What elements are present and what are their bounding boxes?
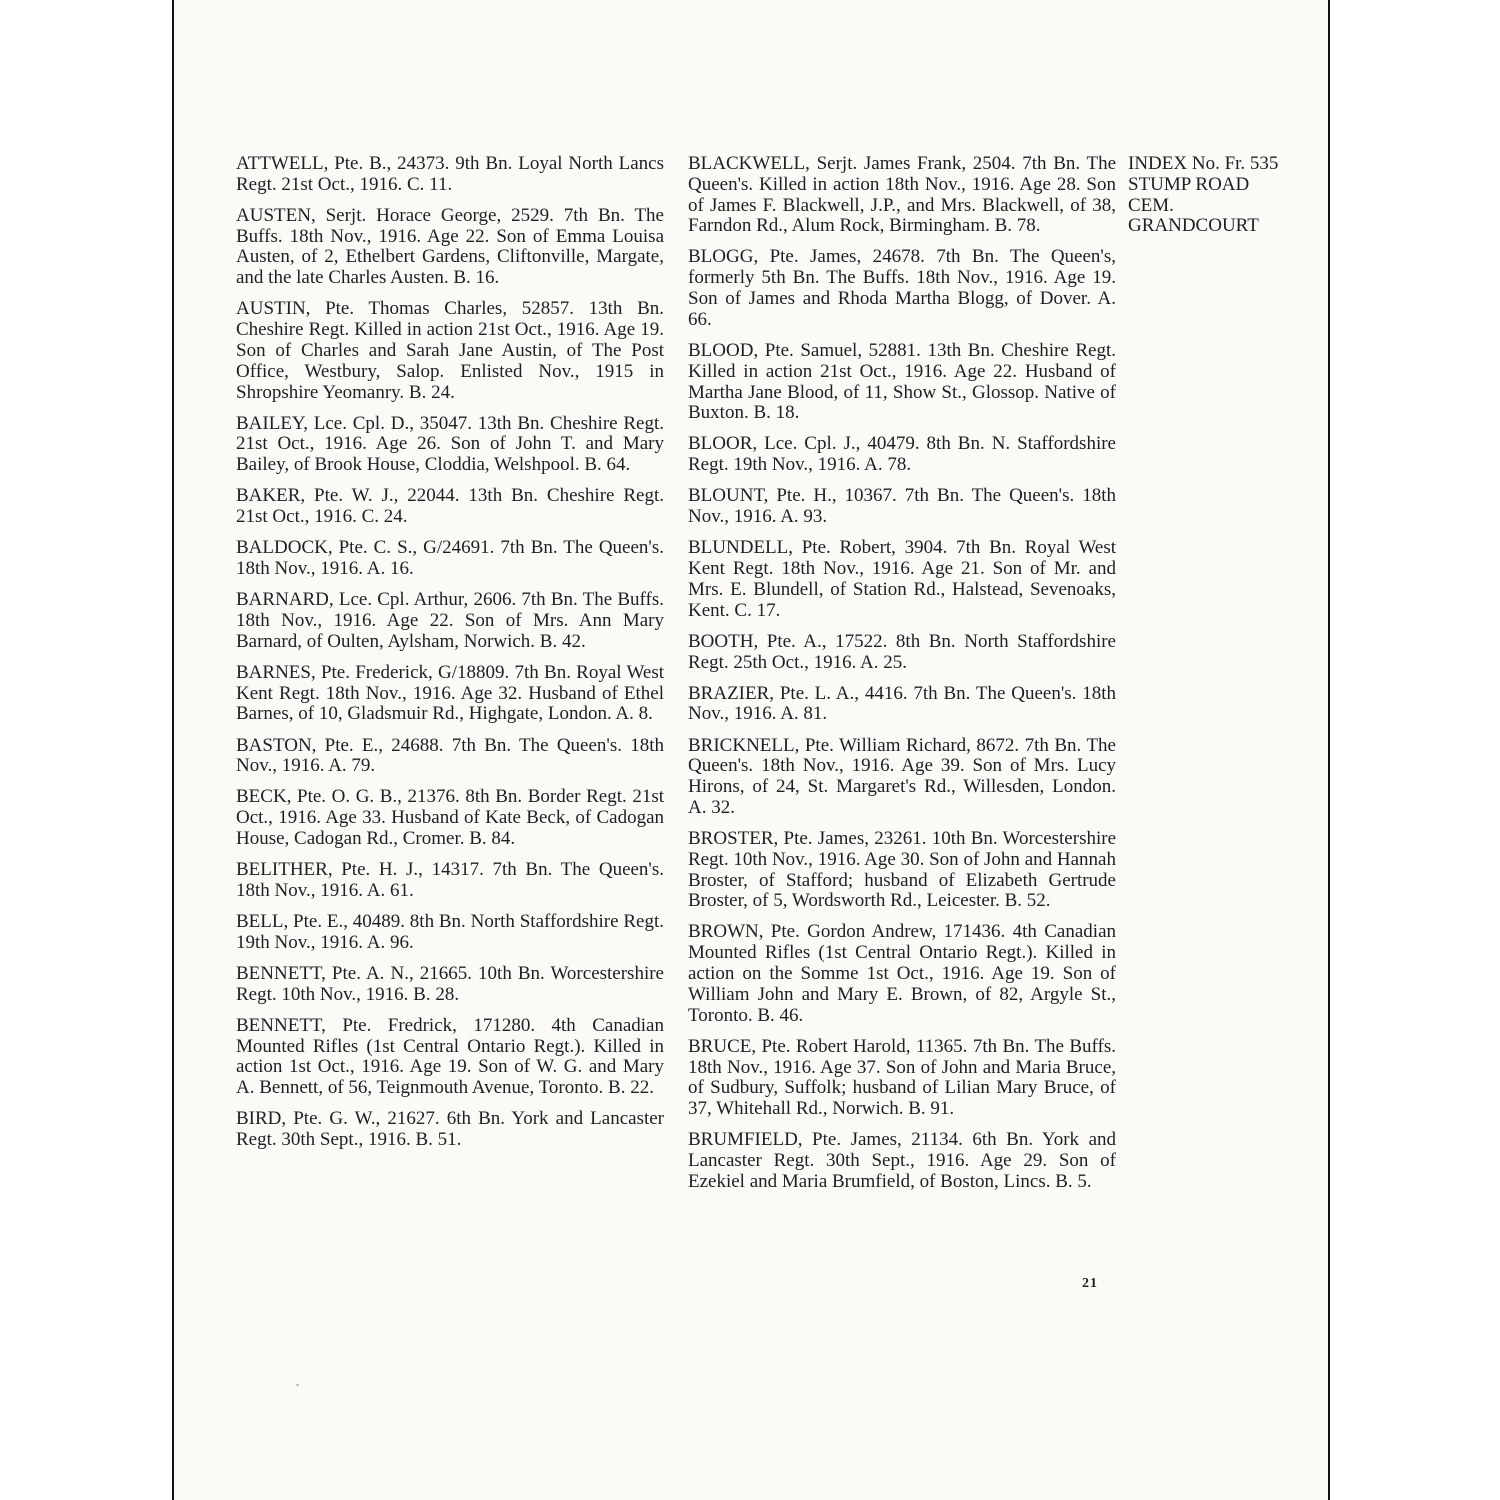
register-entry: BELITHER, Pte. H. J., 14317. 7th Bn. The Queen's. 18th Nov., 1916. A. 61. — [236, 859, 664, 901]
register-entry: BLACKWELL, Serjt. James Frank, 2504. 7th Bn. The Queen's. Killed in action 18th Nov., 1916. Age 28. Son of James F. Blackwell, J.P., and Mrs. Blackwell, of 38, Farndon Rd., Alum Rock, Birmingham. B. 78. — [688, 153, 1116, 237]
register-entry: BROSTER, Pte. James, 23261. 10th Bn. Worcestershire Regt. 10th Nov., 1916. Age 30. Son of John and Hannah Broster, of Stafford; husband of Elizabeth Gertrude Broster, of 5, Wordsworth Rd., Leicester. B. 52. — [688, 827, 1116, 912]
cemetery-index — [1128, 154, 1324, 237]
register-entry: BLOGG, Pte. James, 24678. 7th Bn. The Queen's, formerly 5th Bn. The Buffs. 18th Nov., 1916. Age 19. Son of James and Rhoda Martha Blogg, of Dover. A. 66. — [688, 246, 1116, 330]
register-entry: BRAZIER, Pte. L. A., 4416. 7th Bn. The Queen's. 18th Nov., 1916. A. 81. — [688, 682, 1116, 725]
cemetery-location: GRANDCOURT — [1128, 215, 1259, 237]
register-entry: AUSTEN, Serjt. Horace George, 2529. 7th Bn. The Buffs. 18th Nov., 1916. Age 22. Son of Emma Louisa Austen, of 2, Ethelbert Gardens, Cliftonville, Margate, and the late Charles Austen. B. 16. — [236, 204, 664, 289]
cemetery-name: STUMP ROAD — [1128, 173, 1250, 195]
register-entry: BARNES, Pte. Frederick, G/18809. 7th Bn. Royal West Kent Regt. 18th Nov., 1916. Age 32. Husband of Ethel Barnes, of 10, Gladsmuir Rd., Highgate, London. A. 8. — [236, 661, 664, 725]
register-entry: BRUMFIELD, Pte. James, 21134. 6th Bn. York and Lancaster Regt. 30th Sept., 1916. Age 29. Son of Ezekiel and Maria Brumfield, of Boston, Lincs. B. 5. — [688, 1129, 1116, 1192]
register-entry: BLOUNT, Pte. H., 10367. 7th Bn. The Queen's. 18th Nov., 1916. A. 93. — [688, 485, 1116, 528]
register-entry: BOOTH, Pte. A., 17522. 8th Bn. North Staffordshire Regt. 25th Oct., 1916. A. 25. — [688, 630, 1116, 673]
page-number: 21 — [1082, 1276, 1098, 1291]
register-entry: BECK, Pte. O. G. B., 21376. 8th Bn. Border Regt. 21st Oct., 1916. Age 33. Husband of Kate Beck, of Cadogan House, Cadogan Rd., Cromer. B. 84. — [236, 786, 664, 849]
register-entry: BENNETT, Pte. A. N., 21665. 10th Bn. Worcestershire Regt. 10th Nov., 1916. B. 28. — [236, 962, 664, 1005]
paper-speck — [296, 1384, 299, 1386]
register-entry: AUSTIN, Pte. Thomas Charles, 52857. 13th Bn. Cheshire Regt. Killed in action 21st Oct., 1916. Age 19. Son of Charles and Sarah Jane Austin, of The Post Office, Westbury, Salop. Enlisted Nov., 1915 in Shropshire Yeomanry. B. 24. — [236, 298, 664, 403]
cemetery-abbrev: CEM. — [1128, 194, 1174, 216]
register-entry: BASTON, Pte. E., 24688. 7th Bn. The Queen's. 18th Nov., 1916. A. 79. — [236, 734, 664, 777]
index-number: INDEX No. Fr. 535 — [1128, 153, 1279, 174]
register-entry: BRICKNELL, Pte. William Richard, 8672. 7th Bn. The Queen's. 18th Nov., 1916. Age 39. Son of Mrs. Lucy Hirons, of 24, St. Margaret's Rd., Willesden, London. A. 32. — [688, 734, 1116, 818]
register-entry: ATTWELL, Pte. B., 24373. 9th Bn. Loyal North Lancs Regt. 21st Oct., 1916. C. 11. — [236, 153, 664, 195]
register-entry: BALDOCK, Pte. C. S., G/24691. 7th Bn. The Queen's. 18th Nov., 1916. A. 16. — [236, 537, 664, 580]
register-entry: BLOOD, Pte. Samuel, 52881. 13th Bn. Cheshire Regt. Killed in action 21st Oct., 1916. Age 22. Husband of Martha Jane Blood, of 11, Show St., Glossop. Native of Buxton. B. 18. — [688, 339, 1116, 424]
register-entry: BLOOR, Lce. Cpl. J., 40479. 8th Bn. N. Staffordshire Regt. 19th Nov., 1916. A. 78. — [688, 433, 1116, 476]
register-entry: BLUNDELL, Pte. Robert, 3904. 7th Bn. Royal West Kent Regt. 18th Nov., 1916. Age 21. Son of Mr. and Mrs. E. Blundell, of Station Rd., Halstead, Sevenoaks, Kent. C. 17. — [688, 537, 1116, 621]
register-entry: BIRD, Pte. G. W., 21627. 6th Bn. York and Lancaster Regt. 30th Sept., 1916. B. 51. — [236, 1108, 664, 1151]
register-entry: BARNARD, Lce. Cpl. Arthur, 2606. 7th Bn. The Buffs. 18th Nov., 1916. Age 22. Son of Mrs. Ann Mary Barnard, of Oulten, Aylsham, Norwich. B. 42. — [236, 589, 664, 652]
register-entry: BAILEY, Lce. Cpl. D., 35047. 13th Bn. Cheshire Regt. 21st Oct., 1916. Age 26. Son of John T. and Mary Bailey, of Brook House, Cloddia, Welshpool. B. 64. — [236, 412, 664, 476]
register-entry: BRUCE, Pte. Robert Harold, 11365. 7th Bn. The Buffs. 18th Nov., 1916. Age 37. Son of John and Maria Bruce, of Sudbury, Suffolk; husband of Lilian Mary Bruce, of 37, Whitehall Rd., Norwich. B. 91. — [688, 1035, 1116, 1120]
left-column — [236, 154, 664, 1161]
register-entry: BAKER, Pte. W. J., 22044. 13th Bn. Cheshire Regt. 21st Oct., 1916. C. 24. — [236, 485, 664, 528]
register-page — [172, 0, 1330, 1500]
register-entry: BENNETT, Pte. Fredrick, 171280. 4th Canadian Mounted Rifles (1st Central Ontario Regt.). Killed in action 1st Oct., 1916. Age 19. Son of W. G. and Mary A. Bennett, of 56, Teignmouth Avenue, Toronto. B. 22. — [236, 1014, 664, 1099]
register-entry: BELL, Pte. E., 40489. 8th Bn. North Staffordshire Regt. 19th Nov., 1916. A. 96. — [236, 910, 664, 953]
register-entry: BROWN, Pte. Gordon Andrew, 171436. 4th Canadian Mounted Rifles (1st Central Ontario Regt.). Killed in action on the Somme 1st Oct., 1916. Age 19. Son of William John and Mary E. Brown, of 82, Argyle St., Toronto. B. 46. — [688, 921, 1116, 1026]
right-column — [688, 154, 1116, 1203]
